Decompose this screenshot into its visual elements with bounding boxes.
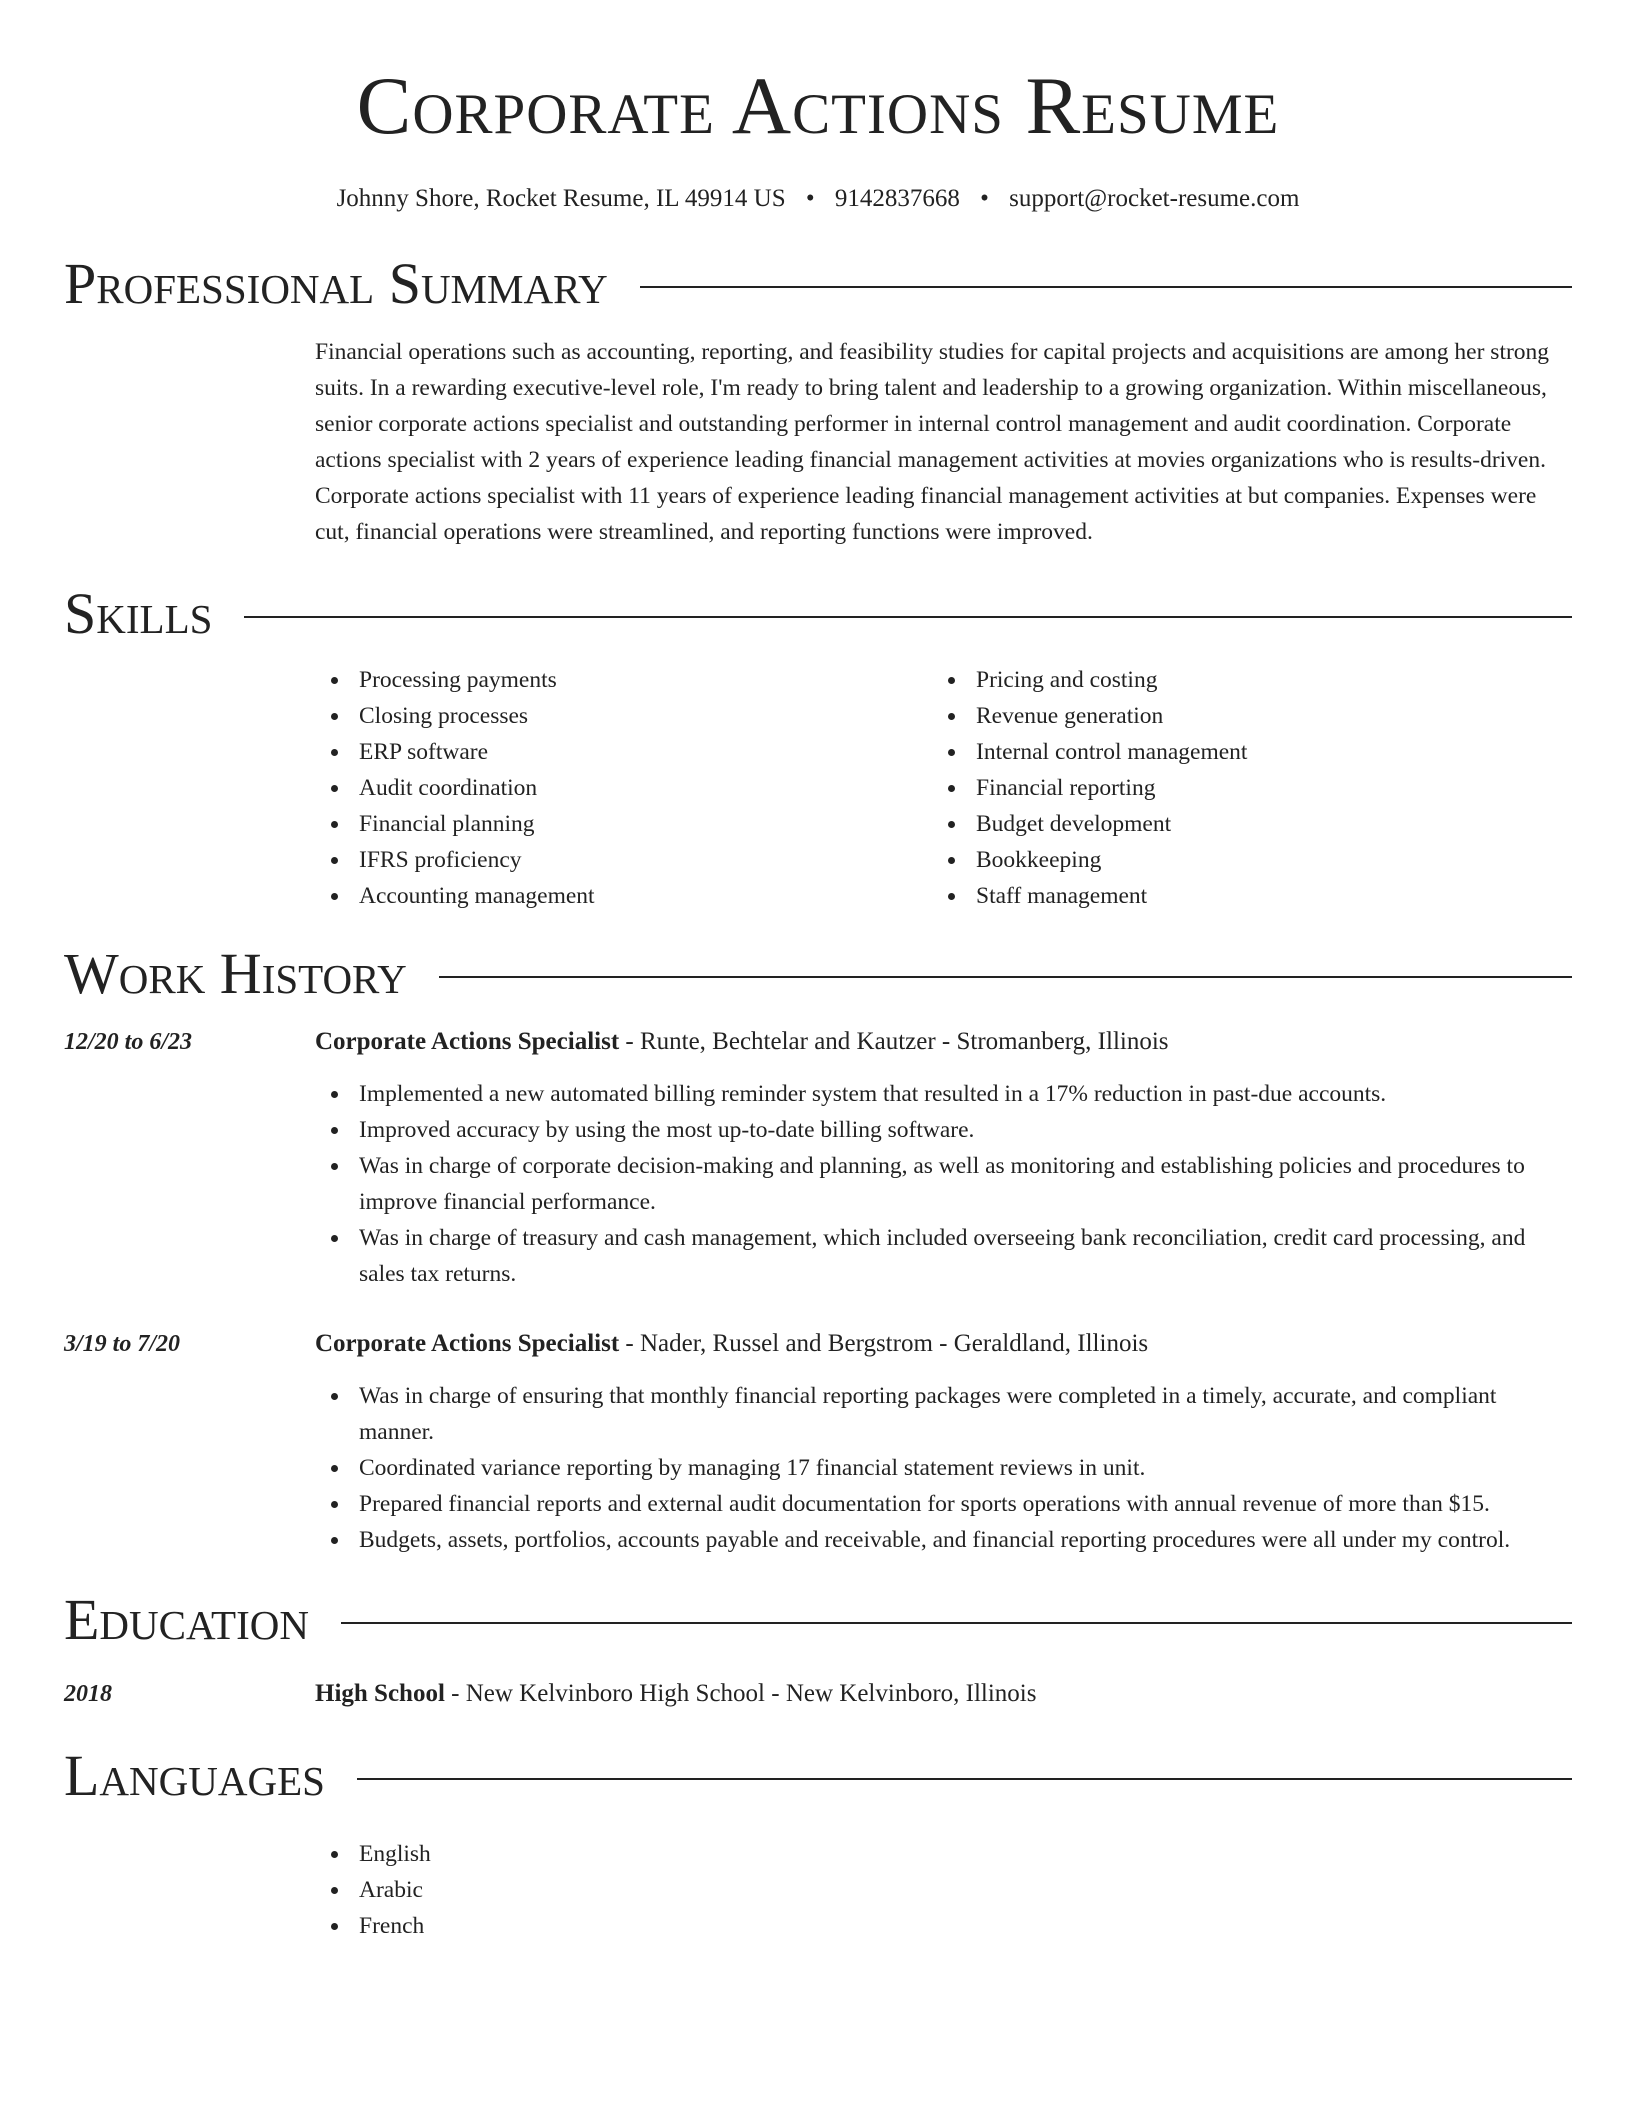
language-item: French xyxy=(315,1908,1572,1944)
skill-item: Accounting management xyxy=(315,878,932,914)
education-degree: High School xyxy=(315,1680,445,1707)
languages-section-header xyxy=(64,1742,1572,1810)
job-bullet: Improved accuracy by using the most up-to-date billing software. xyxy=(315,1112,1572,1148)
language-item: Arabic xyxy=(315,1872,1572,1908)
job-title: Corporate Actions Specialist xyxy=(315,1330,620,1357)
contact-phone: 9142837668 xyxy=(834,185,960,212)
contact-email: support@rocket-resume.com xyxy=(1009,185,1300,212)
summary-heading: Professional Summary xyxy=(64,251,608,316)
job-bullets xyxy=(315,1378,1572,1558)
skills-section-header xyxy=(64,580,1572,648)
skill-item: Budget development xyxy=(932,806,1549,842)
job-bullet: Was in charge of treasury and cash management, which included overseeing bank reconciliation, credit card processing, and sales tax returns. xyxy=(315,1220,1572,1292)
job-headline xyxy=(315,1326,1572,1362)
work-heading: Work History xyxy=(64,941,407,1006)
job-bullet: Implemented a new automated billing reminder system that resulted in a 17% reduction in past-due accounts. xyxy=(315,1076,1572,1112)
skill-item: Processing payments xyxy=(315,662,932,698)
skill-item: Staff management xyxy=(932,878,1549,914)
education-body xyxy=(315,1676,1572,1712)
section-divider xyxy=(357,1778,1572,1780)
job-entry xyxy=(64,1326,1572,1558)
job-body xyxy=(315,1326,1572,1558)
contact-separator: • xyxy=(980,185,989,212)
job-headline xyxy=(315,1024,1572,1060)
skill-item: IFRS proficiency xyxy=(315,842,932,878)
skill-item: Audit coordination xyxy=(315,770,932,806)
job-bullet: Was in charge of ensuring that monthly financial reporting packages were completed in a timely, accurate, and compliant manner. xyxy=(315,1378,1572,1450)
job-employer: - Nader, Russel and Bergstrom - Geraldland, Illinois xyxy=(619,1330,1149,1357)
skill-item: Internal control management xyxy=(932,734,1549,770)
summary-text: Financial operations such as accounting, reporting, and feasibility studies for capital projects and acquisitions are among her strong suits. In a rewarding executive-level role, I'm ready to bring talent and leadership to a growing organization. Within miscellaneous, senior corporate actions specialist and outstanding performer in internal control management and audit coordination. Corporate actions specialist with 2 years of experience leading financial management activities at movies organizations who is results-driven. Corporate actions specialist with 11 years of experience leading financial management activities at but companies. Expenses were cut, financial operations were streamlined, and reporting functions were improved. xyxy=(315,339,1550,545)
contact-separator: • xyxy=(805,185,815,212)
document-title: Corporate Actions Resume xyxy=(356,60,1280,151)
work-section-header xyxy=(64,940,1572,1008)
skill-item: ERP software xyxy=(315,734,932,770)
section-divider xyxy=(640,286,1572,288)
education-school: - New Kelvinboro High School - New Kelvinboro, Illinois xyxy=(444,1680,1037,1707)
education-headline xyxy=(315,1676,1572,1712)
job-bullets xyxy=(315,1076,1572,1292)
skills-heading: Skills xyxy=(64,581,213,646)
contact-line xyxy=(64,182,1572,216)
skill-item: Revenue generation xyxy=(932,698,1549,734)
skills-column-left xyxy=(315,662,932,914)
job-title: Corporate Actions Specialist xyxy=(315,1028,620,1055)
skills-list xyxy=(315,662,1572,914)
skills-column-right xyxy=(932,662,1549,914)
skill-item: Financial reporting xyxy=(932,770,1549,806)
education-entry xyxy=(64,1676,1572,1712)
job-dates: 12/20 to 6/23 xyxy=(64,1029,193,1055)
job-bullet: Was in charge of corporate decision-making and planning, as well as monitoring and establishing policies and procedures to improve financial performance. xyxy=(315,1148,1572,1220)
job-employer: - Runte, Bechtelar and Kautzer - Stromanberg, Illinois xyxy=(619,1028,1169,1055)
skill-item: Pricing and costing xyxy=(932,662,1549,698)
skill-item: Bookkeeping xyxy=(932,842,1549,878)
job-bullet: Budgets, assets, portfolios, accounts payable and receivable, and financial reporting procedures were all under my control. xyxy=(315,1522,1572,1558)
skill-item: Financial planning xyxy=(315,806,932,842)
job-bullet: Coordinated variance reporting by managing 17 financial statement reviews in unit. xyxy=(315,1450,1572,1486)
job-bullet: Prepared financial reports and external audit documentation for sports operations with annual revenue of more than $15. xyxy=(315,1486,1572,1522)
section-divider xyxy=(439,976,1572,978)
education-section-header xyxy=(64,1586,1572,1654)
summary-section-header xyxy=(64,250,1572,318)
language-item: English xyxy=(315,1836,1572,1872)
education-year: 2018 xyxy=(64,1681,112,1707)
languages-heading: Languages xyxy=(64,1743,325,1808)
section-divider xyxy=(341,1622,1572,1624)
job-entry xyxy=(64,1024,1572,1292)
section-divider xyxy=(244,616,1572,618)
languages-list xyxy=(315,1836,1572,1944)
job-dates: 3/19 to 7/20 xyxy=(64,1331,181,1357)
skill-item: Closing processes xyxy=(315,698,932,734)
job-body xyxy=(315,1024,1572,1292)
languages-bullets xyxy=(315,1836,1572,1944)
contact-address: Johnny Shore, Rocket Resume, IL 49914 US xyxy=(336,185,786,212)
education-heading: Education xyxy=(64,1587,309,1652)
